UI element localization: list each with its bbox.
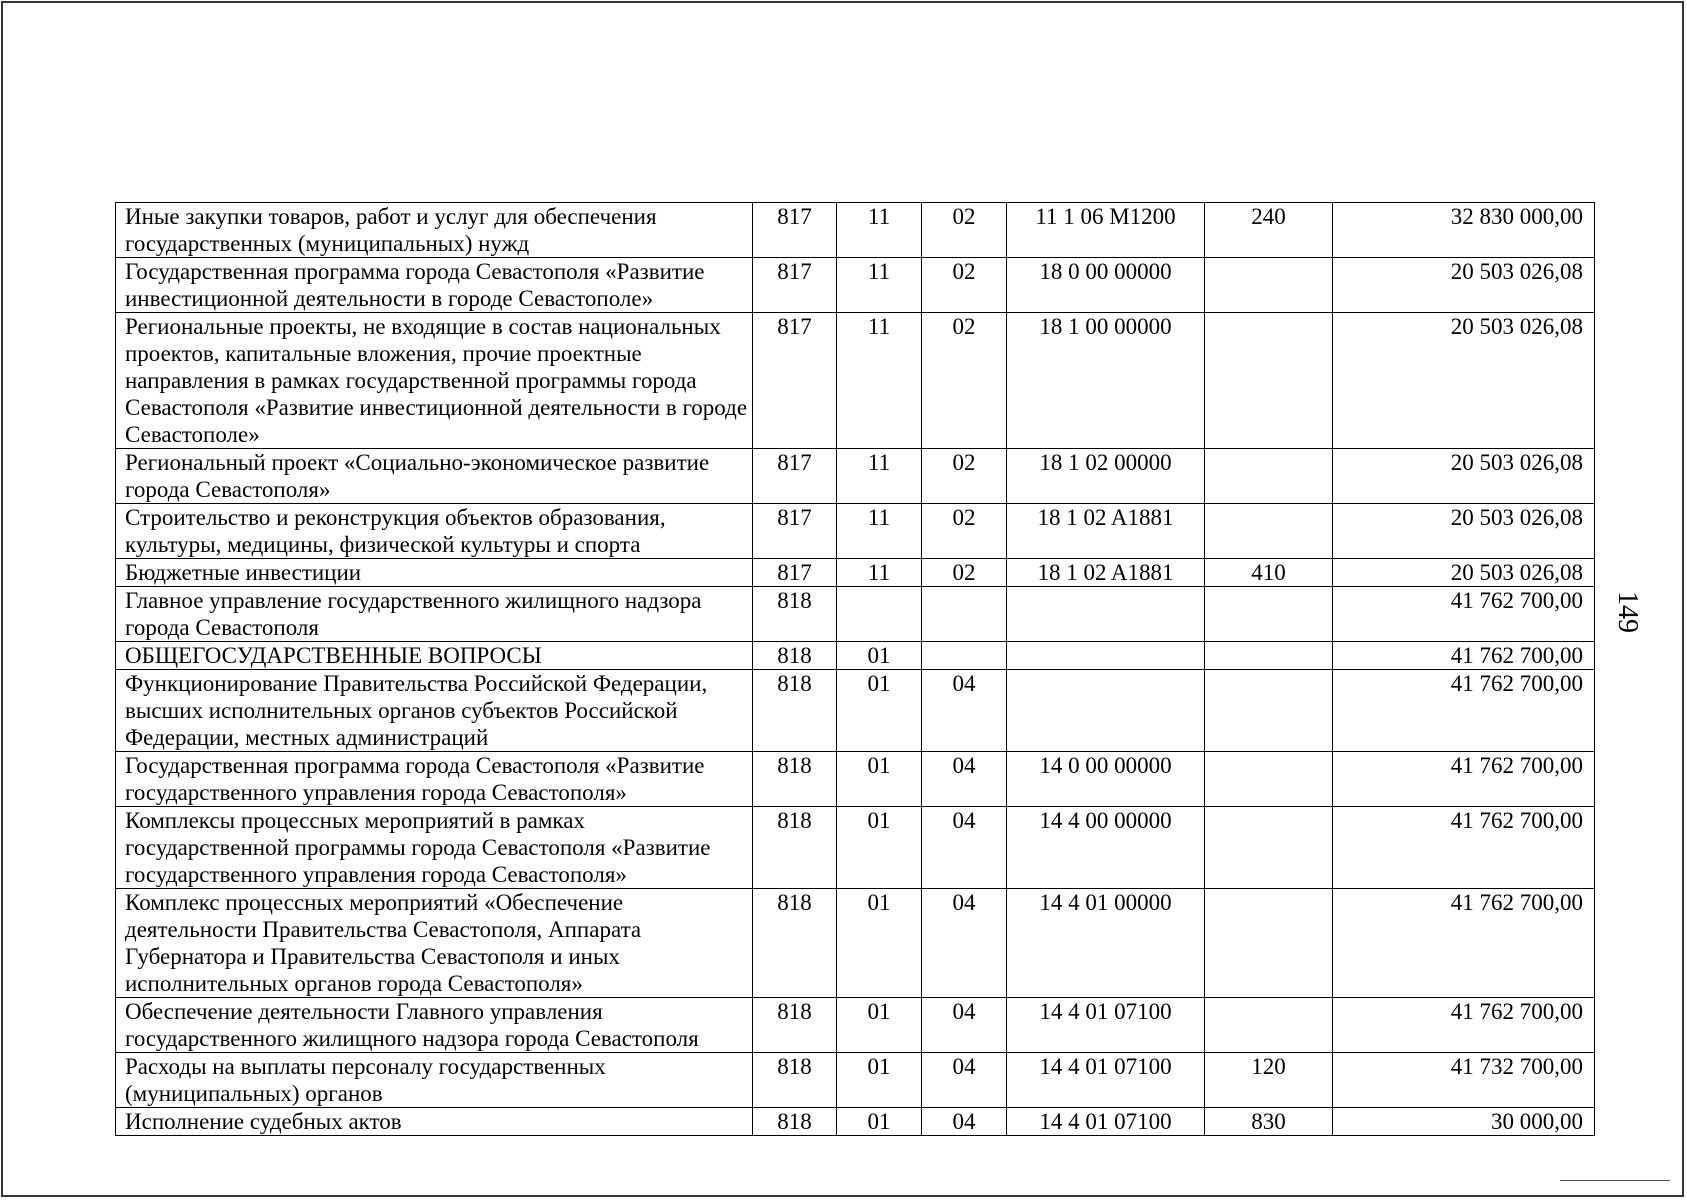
amount-cell: 20 503 026,08 — [1333, 449, 1595, 504]
target-article-cell: 14 4 01 00000 — [1007, 889, 1205, 998]
amount-cell: 41 732 700,00 — [1333, 1053, 1595, 1108]
department-code-cell: 818 — [753, 807, 837, 889]
table-row — [116, 559, 1595, 587]
subsection-code-cell: 02 — [922, 313, 1007, 449]
subsection-code-cell — [922, 587, 1007, 642]
amount-cell: 20 503 026,08 — [1333, 559, 1595, 587]
amount-cell: 20 503 026,08 — [1333, 313, 1595, 449]
department-code-cell: 817 — [753, 449, 837, 504]
amount-cell: 20 503 026,08 — [1333, 258, 1595, 313]
section-code-cell — [837, 587, 922, 642]
section-code-cell: 11 — [837, 258, 922, 313]
table-row — [116, 889, 1595, 998]
expense-name-cell: Комплексы процессных мероприятий в рамках государственной программы города Севастополя «Развитие государственного управления города Севастополя» — [116, 807, 753, 889]
target-article-cell: 18 1 02 00000 — [1007, 449, 1205, 504]
scan-edge-line — [1560, 1180, 1670, 1181]
expense-type-cell — [1205, 258, 1333, 313]
expense-name-cell: Региональные проекты, не входящие в состав национальных проектов, капитальные вложения, прочие проектные направления в рамках государственной программы города Севастополя «Развитие инвестиционной деятельности в городе Севастополе» — [116, 313, 753, 449]
table-row — [116, 807, 1595, 889]
amount-cell: 41 762 700,00 — [1333, 752, 1595, 807]
page-number: 149 — [1612, 591, 1643, 633]
expense-type-cell: 120 — [1205, 1053, 1333, 1108]
department-code-cell: 818 — [753, 1053, 837, 1108]
table-row — [116, 587, 1595, 642]
department-code-cell: 817 — [753, 504, 837, 559]
department-code-cell: 818 — [753, 587, 837, 642]
section-code-cell: 01 — [837, 807, 922, 889]
table-row — [116, 504, 1595, 559]
target-article-cell: 18 1 02 A1881 — [1007, 559, 1205, 587]
section-code-cell: 01 — [837, 889, 922, 998]
table-row — [116, 258, 1595, 313]
department-code-cell: 817 — [753, 258, 837, 313]
amount-cell: 32 830 000,00 — [1333, 203, 1595, 258]
department-code-cell: 818 — [753, 752, 837, 807]
department-code-cell: 818 — [753, 642, 837, 670]
table-row — [116, 1053, 1595, 1108]
target-article-cell: 14 4 01 07100 — [1007, 998, 1205, 1053]
target-article-cell: 14 4 01 07100 — [1007, 1108, 1205, 1136]
section-code-cell: 01 — [837, 642, 922, 670]
expense-name-cell: Функционирование Правительства Российской Федерации, высших исполнительных органов субъектов Российской Федерации, местных администраций — [116, 670, 753, 752]
section-code-cell: 01 — [837, 998, 922, 1053]
subsection-code-cell: 02 — [922, 258, 1007, 313]
section-code-cell: 11 — [837, 504, 922, 559]
amount-cell: 41 762 700,00 — [1333, 807, 1595, 889]
subsection-code-cell: 04 — [922, 998, 1007, 1053]
section-code-cell: 11 — [837, 449, 922, 504]
table-row — [116, 313, 1595, 449]
expense-type-cell — [1205, 998, 1333, 1053]
target-article-cell: 18 0 00 00000 — [1007, 258, 1205, 313]
expense-name-cell: Иные закупки товаров, работ и услуг для обеспечения государственных (муниципальных) нужд — [116, 203, 753, 258]
expense-type-cell: 410 — [1205, 559, 1333, 587]
expense-name-cell: Обеспечение деятельности Главного управления государственного жилищного надзора города Севастополя — [116, 998, 753, 1053]
expense-type-cell: 240 — [1205, 203, 1333, 258]
amount-cell: 41 762 700,00 — [1333, 587, 1595, 642]
expense-type-cell — [1205, 313, 1333, 449]
section-code-cell: 01 — [837, 752, 922, 807]
department-code-cell: 818 — [753, 998, 837, 1053]
section-code-cell: 01 — [837, 1108, 922, 1136]
department-code-cell: 817 — [753, 203, 837, 258]
expense-name-cell: Расходы на выплаты персоналу государственных (муниципальных) органов — [116, 1053, 753, 1108]
section-code-cell: 11 — [837, 203, 922, 258]
expense-type-cell — [1205, 752, 1333, 807]
table-row — [116, 998, 1595, 1053]
subsection-code-cell: 02 — [922, 203, 1007, 258]
target-article-cell: 14 4 01 07100 — [1007, 1053, 1205, 1108]
expense-type-cell — [1205, 889, 1333, 998]
amount-cell: 41 762 700,00 — [1333, 889, 1595, 998]
expense-name-cell: Строительство и реконструкция объектов образования, культуры, медицины, физической культуры и спорта — [116, 504, 753, 559]
amount-cell: 30 000,00 — [1333, 1108, 1595, 1136]
expense-type-cell — [1205, 807, 1333, 889]
amount-cell: 20 503 026,08 — [1333, 504, 1595, 559]
section-code-cell: 01 — [837, 1053, 922, 1108]
target-article-cell — [1007, 642, 1205, 670]
expense-name-cell: Региональный проект «Социально-экономическое развитие города Севастополя» — [116, 449, 753, 504]
budget-table — [115, 202, 1595, 1136]
amount-cell: 41 762 700,00 — [1333, 670, 1595, 752]
subsection-code-cell: 04 — [922, 752, 1007, 807]
table-row — [116, 1108, 1595, 1136]
amount-cell: 41 762 700,00 — [1333, 642, 1595, 670]
expense-type-cell — [1205, 449, 1333, 504]
table-row — [116, 203, 1595, 258]
table-row — [116, 449, 1595, 504]
target-article-cell — [1007, 670, 1205, 752]
department-code-cell: 817 — [753, 559, 837, 587]
target-article-cell — [1007, 587, 1205, 642]
target-article-cell: 18 1 00 00000 — [1007, 313, 1205, 449]
department-code-cell: 818 — [753, 889, 837, 998]
department-code-cell: 817 — [753, 313, 837, 449]
subsection-code-cell: 04 — [922, 1108, 1007, 1136]
table-row — [116, 752, 1595, 807]
expense-name-cell: Бюджетные инвестиции — [116, 559, 753, 587]
expense-name-cell: Государственная программа города Севастополя «Развитие инвестиционной деятельности в городе Севастополе» — [116, 258, 753, 313]
target-article-cell: 18 1 02 A1881 — [1007, 504, 1205, 559]
expense-type-cell — [1205, 587, 1333, 642]
subsection-code-cell: 04 — [922, 889, 1007, 998]
subsection-code-cell: 02 — [922, 449, 1007, 504]
expense-name-cell: Государственная программа города Севастополя «Развитие государственного управления города Севастополя» — [116, 752, 753, 807]
amount-cell: 41 762 700,00 — [1333, 998, 1595, 1053]
target-article-cell: 14 0 00 00000 — [1007, 752, 1205, 807]
department-code-cell: 818 — [753, 670, 837, 752]
subsection-code-cell: 04 — [922, 1053, 1007, 1108]
expense-name-cell: Исполнение судебных актов — [116, 1108, 753, 1136]
table-row — [116, 642, 1595, 670]
table-row — [116, 670, 1595, 752]
expense-name-cell: Главное управление государственного жилищного надзора города Севастополя — [116, 587, 753, 642]
subsection-code-cell: 02 — [922, 504, 1007, 559]
expense-type-cell — [1205, 504, 1333, 559]
section-code-cell: 11 — [837, 313, 922, 449]
subsection-code-cell: 02 — [922, 559, 1007, 587]
subsection-code-cell: 04 — [922, 670, 1007, 752]
budget-table-body — [116, 203, 1595, 1136]
target-article-cell: 14 4 00 00000 — [1007, 807, 1205, 889]
expense-name-cell: Комплекс процессных мероприятий «Обеспечение деятельности Правительства Севастополя, Аппарата Губернатора и Правительства Севастополя и иных исполнительных органов города Севастополя» — [116, 889, 753, 998]
section-code-cell: 01 — [837, 670, 922, 752]
section-code-cell: 11 — [837, 559, 922, 587]
target-article-cell: 11 1 06 M1200 — [1007, 203, 1205, 258]
expense-type-cell — [1205, 670, 1333, 752]
expense-name-cell: ОБЩЕГОСУДАРСТВЕННЫЕ ВОПРОСЫ — [116, 642, 753, 670]
subsection-code-cell — [922, 642, 1007, 670]
department-code-cell: 818 — [753, 1108, 837, 1136]
expense-type-cell: 830 — [1205, 1108, 1333, 1136]
subsection-code-cell: 04 — [922, 807, 1007, 889]
expense-type-cell — [1205, 642, 1333, 670]
